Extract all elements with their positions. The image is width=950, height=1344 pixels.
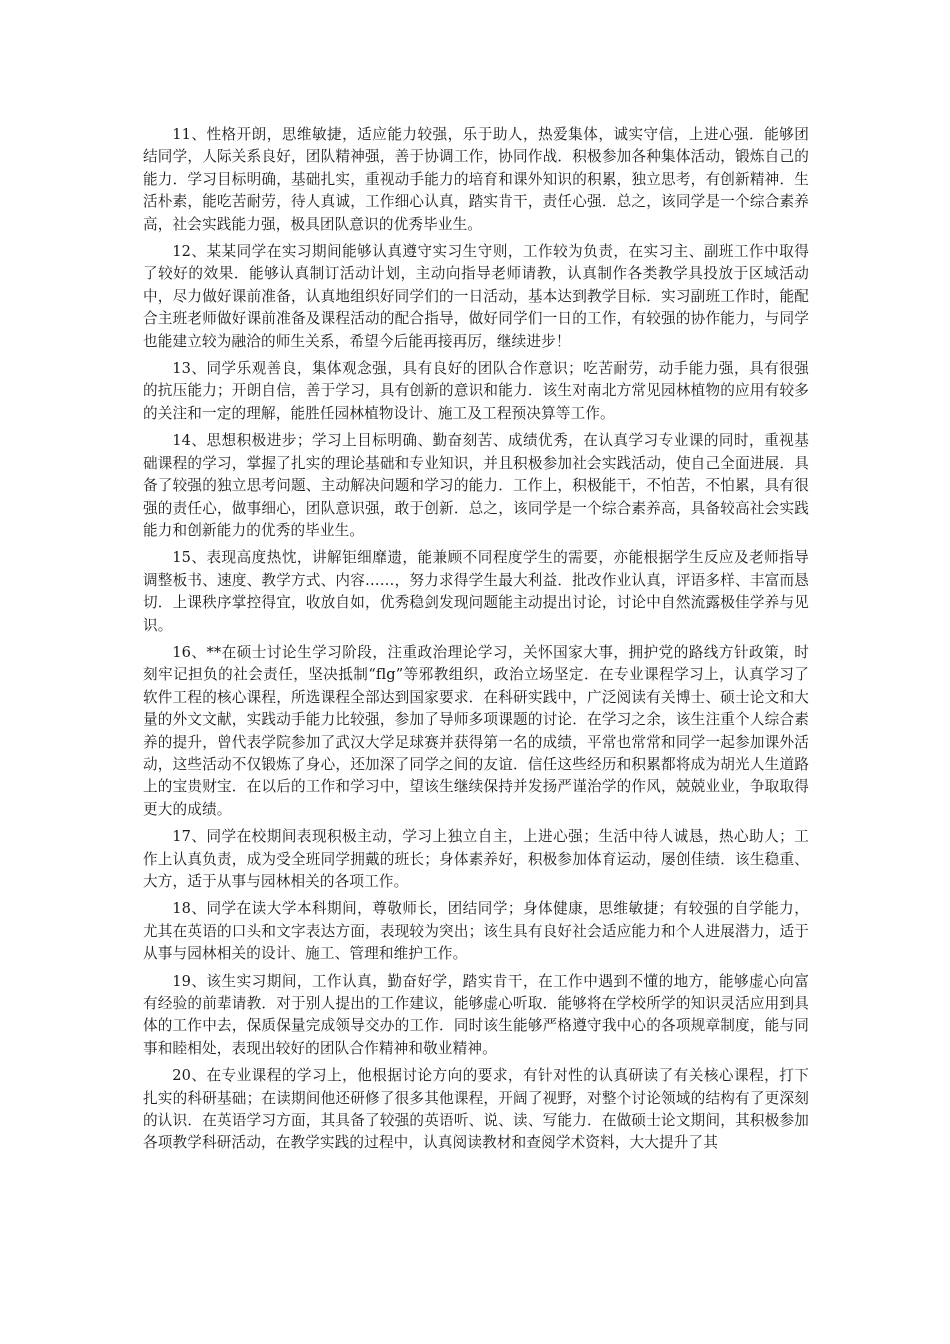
paragraph-11: 11、性格开朗，思维敏捷，适应能力较强，乐于助人，热爱集体，诚实守信，上进心强．能够团结同学，人际关系良好，团队精神强，善于协调工作，协同作战．积极参加各种集体活动，锻炼自己的能力．学习目标明确，基础扎实，重视动手能力的培育和课外知识的积累，独立思考，有创新精神．生活朴素，能吃苦耐劳，待人真诚，工作细心认真，踏实肯干，责任心强．总之，该同学是一个综合素养高，社会实践能力强，极具团队意识的优秀毕业生。 xyxy=(143,126,809,233)
paragraph-16: 16、**在硕士讨论生学习阶段，注重政治理论学习，关怀国家大事，拥护党的路线方针政策，时刻牢记担负的社会责任，坚决抵制“flg”等邪教组织，政治立场坚定．在专业课程学习上，认真学习了软件工程的核心课程，所选课程全部达到国家要求．在科研实践中，广泛阅读有关博士、硕士论文和大量的外文文献，实践动手能力比较强，参加了导师多项课题的讨论．在学习之余，该生注重个人综合素养的提升，曾代表学院参加了武汉大学足球赛并获得第一名的成绩，平常也常常和同学一起参加课外活动，这些活动不仅锻炼了身心，还加深了同学之间的友谊．信任这些经历和积累都将成为胡光人生道路上的宝贵财宝．在以后的工作和学习中，望该生继续保持并发扬严谨治学的作风，兢兢业业，争取取得更大的成绩。 xyxy=(143,643,809,818)
paragraph-13: 13、同学乐观善良，集体观念强，具有良好的团队合作意识；吃苦耐劳，动手能力强，具有很强的抗压能力；开朗自信，善于学习，具有创新的意识和能力．该生对南北方常见园林植物的应用有较多的关注和一定的理解，能胜任园林植物设计、施工及工程预决算等工作。 xyxy=(143,360,809,422)
paragraph-19: 19、该生实习期间，工作认真，勤奋好学，踏实肯干，在工作中遇到不懂的地方，能够虚心向富有经验的前辈请教．对于别人提出的工作建议，能够虚心听取．能够将在学校所学的知识灵活应用到具体的工作中去，保质保量完成领导交办的工作．同时该生能够严格遵守我中心的各项规章制度，能与同事和睦相处，表现出较好的团队合作精神和敬业精神。 xyxy=(143,972,809,1057)
paragraph-12: 12、某某同学在实习期间能够认真遵守实习生守则，工作较为负责，在实习主、副班工作中取得了较好的效果．能够认真制订活动计划，主动向指导老师请教，认真制作各类教学具投放于区域活动中，尽力做好课前准备，认真地组织好同学们的一日活动，基本达到教学目标．实习副班工作时，能配合主班老师做好课前准备及课程活动的配合指导，做好同学们一日的工作，有较强的协作能力，与同学也能建立较为融洽的师生关系，希望今后能再接再厉，继续进步！ xyxy=(143,243,809,350)
paragraph-17: 17、同学在校期间表现积极主动，学习上独立自主，上进心强；生活中待人诚恳，热心助人；工作上认真负责，成为受全班同学拥戴的班长；身体素养好，积极参加体育运动，屡创佳绩．该生稳重、大方，适于从事与园林相关的各项工作。 xyxy=(143,828,809,890)
paragraph-15: 15、表现高度热忱，讲解钜细靡遗，能兼顾不同程度学生的需要，亦能根据学生反应及老师指导调整板书、速度、教学方式、内容……，努力求得学生最大利益．批改作业认真，评语多样、丰富而恳切．上课秩序掌控得宜，收放自如，优秀稳剑发现问题能主动提出讨论，讨论中自然流露极佳学养与见识。 xyxy=(143,549,809,634)
document-body xyxy=(143,124,809,1160)
paragraph-20: 20、在专业课程的学习上，他根据讨论方向的要求，有针对性的认真研读了有关核心课程，打下扎实的科研基础；在读期间他还研修了很多其他课程，开阔了视野，对整个讨论领域的结构有了更深刻的认识．在英语学习方面，其具备了较强的英语听、说、读、写能力．在做硕士论文期间，其积极参加各项教学科研活动，在教学实践的过程中，认真阅读教材和查阅学术资料，大大提升了其 xyxy=(143,1067,809,1152)
paragraph-18: 18、同学在读大学本科期间，尊敬师长，团结同学；身体健康，思维敏捷；有较强的自学能力，尤其在英语的口头和文字表达方面，表现较为突出；该生具有良好社会适应能力和个人进展潜力，适于从事与园林相关的设计、施工、管理和维护工作。 xyxy=(143,900,809,963)
paragraph-14: 14、思想积极进步；学习上目标明确、勤奋刻苦、成绩优秀，在认真学习专业课的同时，重视基础课程的学习，掌握了扎实的理论基础和专业知识，并且积极参加社会实践活动，使自己全面进展．具备了较强的独立思考问题、主动解决问题和学习的能力．工作上，积极能干，不怕苦，不怕累，具有很强的责任心，做事细心，团队意识强，敢于创新．总之，该同学是一个综合素养高，具备较高社会实践能力和创新能力的优秀的毕业生。 xyxy=(143,432,809,539)
